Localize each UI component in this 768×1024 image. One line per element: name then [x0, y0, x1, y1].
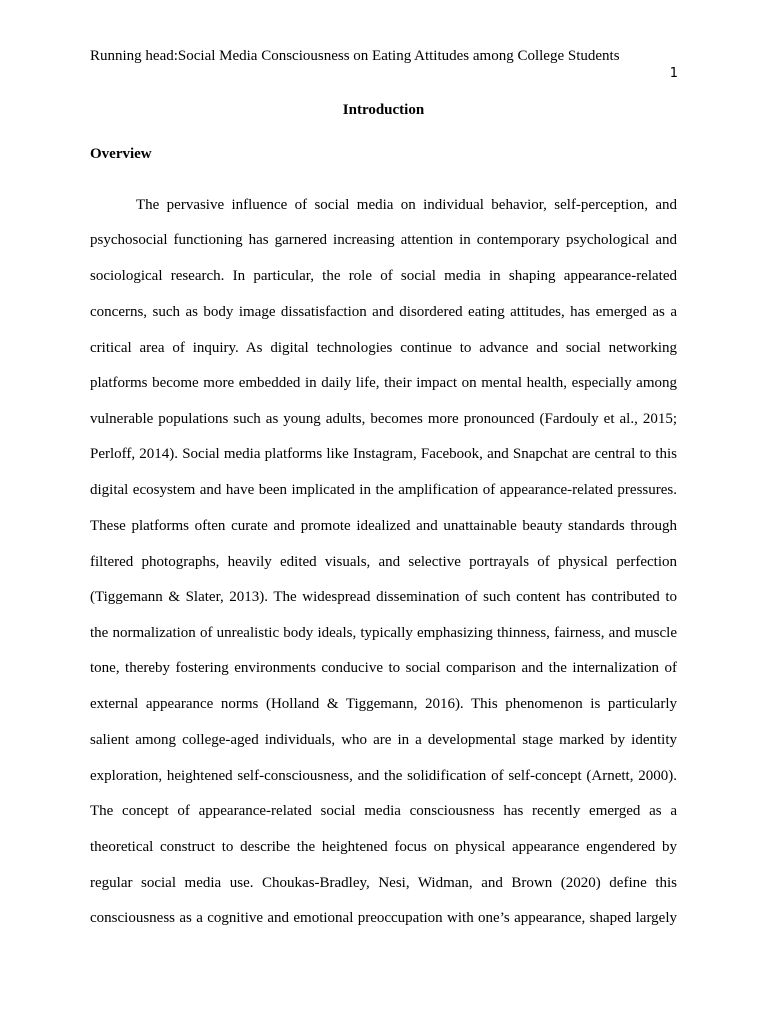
paragraph-line: concerns, such as body image dissatisfaction and disordered eating attitudes, has emerged as a: [90, 304, 677, 320]
paragraph-line: The concept of appearance-related social media consciousness has recently emerged as a: [90, 803, 677, 819]
paragraph-line: sociological research. In particular, the role of social media in shaping appearance-related: [90, 268, 677, 284]
paragraph-line: regular social media use. Choukas-Bradley, Nesi, Widman, and Brown (2020) define this: [90, 875, 677, 891]
paragraph-line: salient among college-aged individuals, who are in a developmental stage marked by identity: [90, 732, 677, 748]
paragraph-line: platforms become more embedded in daily life, their impact on mental health, especially among: [90, 375, 677, 391]
paragraph-line: (Tiggemann & Slater, 2013). The widespread dissemination of such content has contributed to: [90, 589, 677, 605]
paragraph-line: Perloff, 2014). Social media platforms like Instagram, Facebook, and Snapchat are central to this: [90, 446, 677, 462]
paragraph-line: tone, thereby fostering environments conducive to social comparison and the internalization of: [90, 660, 677, 676]
paragraph-line: external appearance norms (Holland & Tiggemann, 2016). This phenomenon is particularly: [90, 696, 677, 712]
section-title: Introduction: [342, 102, 425, 118]
paragraph-line: digital ecosystem and have been implicated in the amplification of appearance-related pressures.: [90, 482, 677, 498]
paragraph-line: critical area of inquiry. As digital technologies continue to advance and social networking: [90, 340, 677, 356]
paragraph-line: filtered photographs, heavily edited visuals, and selective portrayals of physical perfection: [90, 554, 677, 570]
paragraph-line: consciousness as a cognitive and emotional preoccupation with one’s appearance, shaped largely: [90, 910, 677, 926]
subsection-title: Overview: [90, 146, 152, 162]
paragraph-line: The pervasive influence of social media on individual behavior, self-perception, and: [136, 197, 677, 213]
paragraph-line: These platforms often curate and promote idealized and unattainable beauty standards through: [90, 518, 677, 534]
page-number: 1: [669, 66, 678, 81]
paragraph-line: theoretical construct to describe the heightened focus on physical appearance engendered by: [90, 839, 677, 855]
running-head: Running head:Social Media Consciousness on Eating Attitudes among College Students: [90, 48, 620, 64]
paragraph-line: the normalization of unrealistic body ideals, typically emphasizing thinness, fairness, and muscle: [90, 625, 677, 641]
paragraph-line: vulnerable populations such as young adults, becomes more pronounced (Fardouly et al., 2015;: [90, 411, 677, 427]
paragraph-line: exploration, heightened self-consciousness, and the solidification of self-concept (Arnett, 2000).: [90, 768, 677, 784]
paragraph-line: psychosocial functioning has garnered increasing attention in contemporary psychological and: [90, 232, 677, 248]
